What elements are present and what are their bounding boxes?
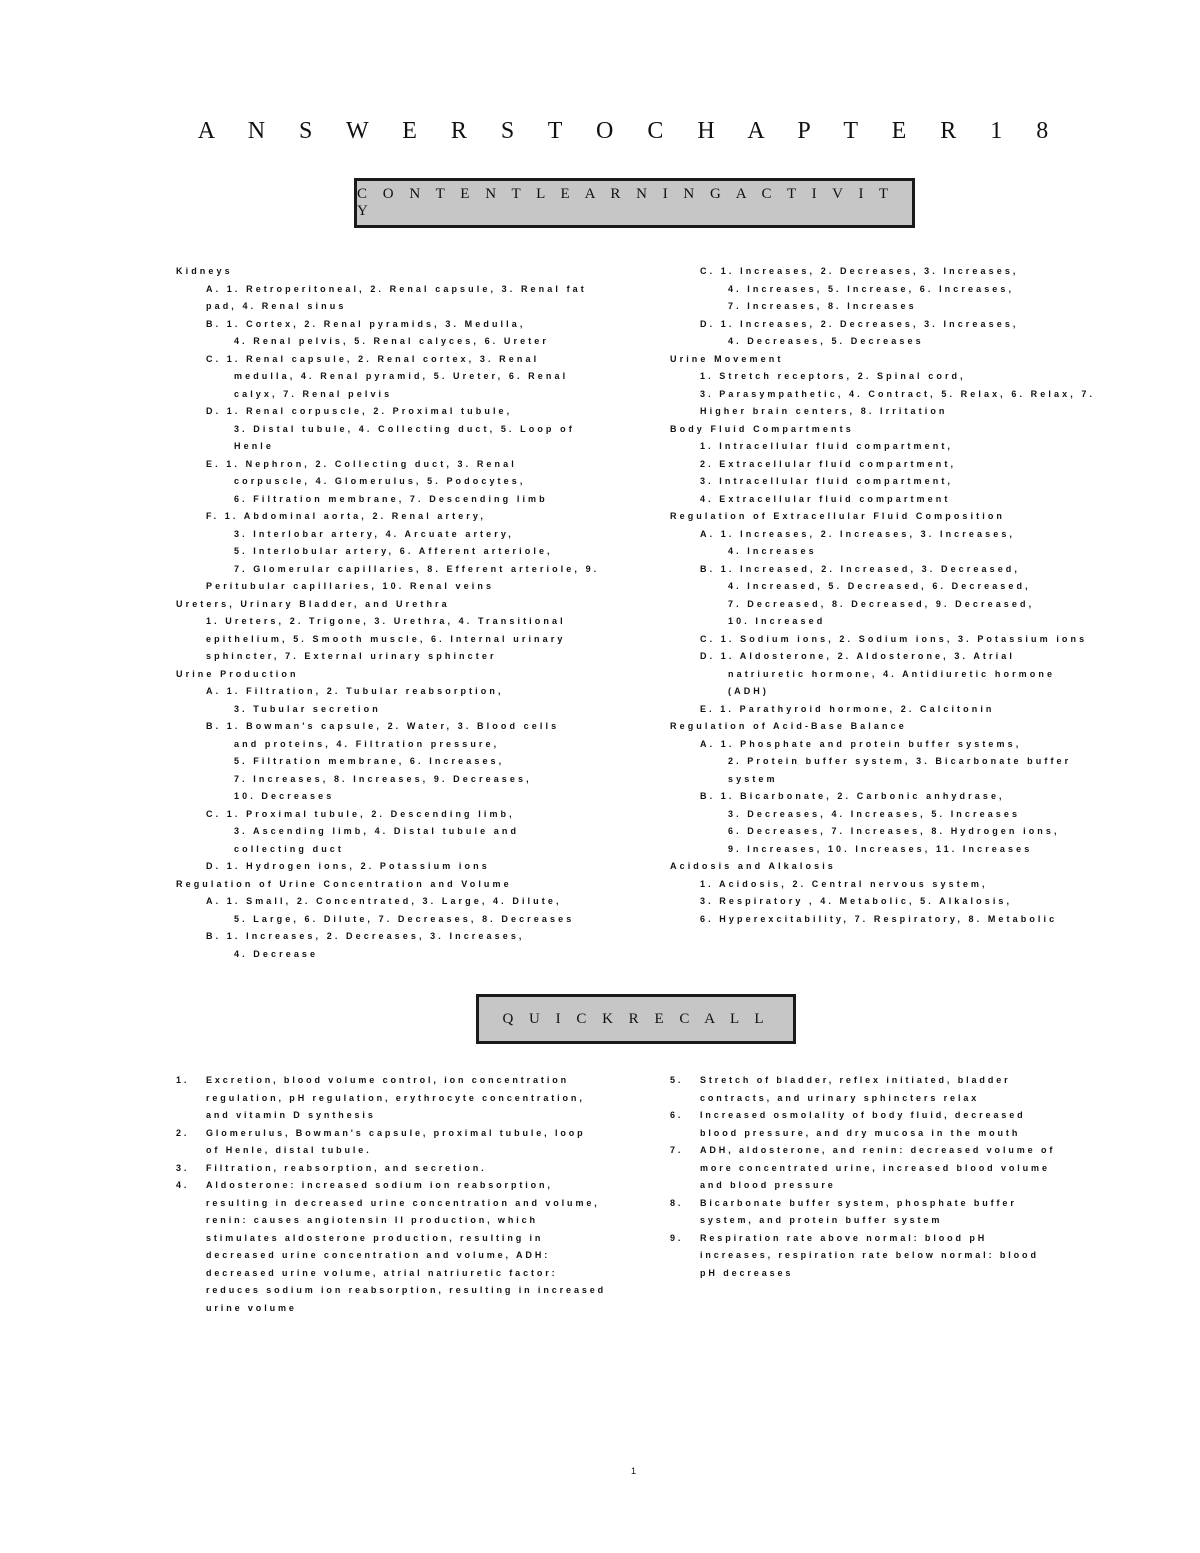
answer-line: pad, 4. Renal sinus <box>206 301 347 311</box>
answer-line: C. 1. Renal capsule, 2. Renal cortex, 3. Renal <box>206 353 540 364</box>
answer-line: A. 1. Filtration, 2. Tubular reabsorption, <box>206 686 504 696</box>
quick-recall-item <box>670 1107 1100 1142</box>
answer-line: 1. Stretch receptors, 2. Spinal cord, <box>700 371 966 381</box>
quick-recall-banner: Q U I C K R E C A L L <box>476 994 796 1044</box>
item-line: and blood pressure <box>700 1180 836 1190</box>
quick-recall-right-column <box>670 1072 1100 1282</box>
answer-line: and proteins, 4. Filtration pressure, <box>234 738 500 749</box>
answer-line: corpuscle, 4. Glomerulus, 5. Podocytes, <box>234 476 526 486</box>
item-line: decreased urine concentration and volume, ADH: <box>206 1250 551 1260</box>
answer-line: collecting duct <box>234 843 345 854</box>
item-number: 1. <box>176 1075 190 1085</box>
item-line: Glomerulus, Bowman's capsule, proximal tubule, loop <box>206 1127 586 1138</box>
item-line: contracts, and urinary sphincters relax <box>700 1092 980 1103</box>
answer-line: 3. Tubular secretion <box>234 703 381 714</box>
quick-recall-item <box>670 1195 1100 1230</box>
answer-line: 4. Decreases, 5. Decreases <box>728 336 924 346</box>
section-heading: Ureters, Urinary Bladder, and Urethra <box>176 598 450 609</box>
answer-line: 10. Decreases <box>234 791 335 801</box>
answer-line: 7. Decreased, 8. Decreased, 9. Decreased, <box>728 598 1035 609</box>
item-number: 7. <box>670 1145 684 1155</box>
quick-recall-item <box>670 1142 1100 1195</box>
content-learning-activity-banner: C O N T E N T L E A R N I N G A C T I V I T Y <box>354 178 915 228</box>
item-line: decreased urine volume, atrial natriuretic factor: <box>206 1267 558 1278</box>
answer-line: 3. Respiratory , 4. Metabolic, 5. Alkalosis, <box>700 896 1013 906</box>
answer-line: 5. Filtration membrane, 6. Increases, <box>234 756 505 766</box>
answer-line: 10. Increased <box>728 616 826 626</box>
answer-line: 3. Intracellular fluid compartment, <box>700 476 954 486</box>
answer-line: E. 1. Nephron, 2. Collecting duct, 3. Renal <box>206 458 517 469</box>
answer-line: 2. Protein buffer system, 3. Bicarbonate buffer <box>728 756 1072 766</box>
answer-line: 7. Increases, 8. Increases, 9. Decreases, <box>234 773 532 784</box>
section-heading: Regulation of Extracellular Fluid Composition <box>670 511 1006 521</box>
item-line: and vitamin D synthesis <box>206 1110 376 1120</box>
answer-line: Peritubular capillaries, 10. Renal veins <box>206 581 495 591</box>
item-line: Bicarbonate buffer system, phosphate buffer <box>700 1197 1017 1208</box>
answer-line: system <box>728 773 778 784</box>
answer-line: 3. Interlobar artery, 4. Arcuate artery, <box>234 528 514 539</box>
answer-line: sphincter, 7. External urinary sphincter <box>206 651 497 661</box>
answer-line: 4. Increases, 5. Increase, 6. Increases, <box>728 283 1015 294</box>
answer-line: 4. Decrease <box>234 948 319 959</box>
answer-line: 6. Hyperexcitability, 7. Respiratory, 8. Metabolic <box>700 913 1058 924</box>
answer-line: epithelium, 5. Smooth muscle, 6. Internal urinary <box>206 633 566 644</box>
item-line: Respiration rate above normal: blood pH <box>700 1232 988 1243</box>
item-number: 4. <box>176 1180 190 1190</box>
quick-recall-item <box>176 1072 646 1125</box>
answer-line: Higher brain centers, 8. Irritation <box>700 406 948 416</box>
answer-line: F. 1. Abdominal aorta, 2. Renal artery, <box>206 511 486 521</box>
answer-line: 2. Extracellular fluid compartment, <box>700 458 957 469</box>
answer-line: Henle <box>234 441 275 451</box>
item-line: urine volume <box>206 1302 297 1313</box>
item-line: resulting in decreased urine concentration and volume, <box>206 1197 600 1208</box>
item-number: 6. <box>670 1110 684 1120</box>
item-line: ADH, aldosterone, and renin: decreased volume of <box>700 1145 1056 1155</box>
answer-line: D. 1. Aldosterone, 2. Aldosterone, 3. Atrial <box>700 651 1015 661</box>
answer-line: B. 1. Bowman's capsule, 2. Water, 3. Blood cells <box>206 721 560 731</box>
answer-line: B. 1. Cortex, 2. Renal pyramids, 3. Medulla, <box>206 318 526 329</box>
item-line: stimulates aldosterone production, resulting in <box>206 1232 544 1243</box>
answer-line: D. 1. Increases, 2. Decreases, 3. Increases, <box>700 318 1019 329</box>
item-number: 2. <box>176 1127 190 1138</box>
quick-recall-item <box>670 1072 1100 1107</box>
answer-line: 3. Parasympathetic, 4. Contract, 5. Relax, 6. Relax, 7. <box>700 388 1096 399</box>
item-line: Increased osmolality of body fluid, decreased <box>700 1110 1026 1120</box>
answer-line: 5. Interlobular artery, 6. Afferent arteriole, <box>234 546 553 556</box>
answer-line: B. 1. Bicarbonate, 2. Carbonic anhydrase, <box>700 791 1005 801</box>
answer-line: 5. Large, 6. Dilute, 7. Decreases, 8. Decreases <box>234 913 575 924</box>
item-line: renin: causes angiotensin II production, which <box>206 1215 538 1225</box>
answer-line: (ADH) <box>728 686 769 696</box>
answer-line: 9. Increases, 10. Increases, 11. Increases <box>728 843 1033 854</box>
section-heading: Body Fluid Compartments <box>670 423 854 434</box>
content-right-column <box>670 263 1140 928</box>
item-line: Aldosterone: increased sodium ion reabsorption, <box>206 1180 553 1190</box>
answer-line: 4. Renal pelvis, 5. Renal calyces, 6. Ureter <box>234 336 549 346</box>
item-line: more concentrated urine, increased blood volume <box>700 1162 1050 1173</box>
answer-line: 4. Increased, 5. Decreased, 6. Decreased, <box>728 581 1031 591</box>
answer-line: 7. Increases, 8. Increases <box>728 301 917 311</box>
page-title: A N S W E R S T O C H A P T E R 1 8 <box>197 118 1063 144</box>
quick-recall-left-column <box>176 1072 646 1317</box>
answer-line: B. 1. Increased, 2. Increased, 3. Decreased, <box>700 563 1021 574</box>
answer-line: 1. Intracellular fluid compartment, <box>700 441 954 451</box>
item-line: regulation, pH regulation, erythrocyte concentration, <box>206 1092 585 1103</box>
answer-line: 3. Distal tubule, 4. Collecting duct, 5. Loop of <box>234 423 575 434</box>
answer-line: 1. Ureters, 2. Trigone, 3. Urethra, 4. Transitional <box>206 616 566 626</box>
answer-line: D. 1. Hydrogen ions, 2. Potassium ions <box>206 861 490 871</box>
item-number: 9. <box>670 1232 684 1243</box>
answer-line: B. 1. Increases, 2. Decreases, 3. Increases, <box>206 931 525 941</box>
answer-line: A. 1. Increases, 2. Increases, 3. Increases, <box>700 528 1016 539</box>
answer-line: natriuretic hormone, 4. Antidiuretic hormone <box>728 668 1056 679</box>
section-heading: Acidosis and Alkalosis <box>670 861 836 871</box>
section-heading: Kidneys <box>176 266 233 276</box>
quick-recall-item <box>176 1160 646 1178</box>
answer-line: 3. Decreases, 4. Increases, 5. Increases <box>728 808 1021 819</box>
item-line: reduces sodium ion reabsorption, resulting in increased <box>206 1285 607 1295</box>
item-line: system, and protein buffer system <box>700 1215 943 1225</box>
answer-line: D. 1. Renal corpuscle, 2. Proximal tubule, <box>206 406 513 416</box>
answer-line: 4. Extracellular fluid compartment <box>700 493 951 504</box>
answer-line: C. 1. Sodium ions, 2. Sodium ions, 3. Potassium ions <box>700 633 1088 644</box>
section-heading: Urine Production <box>176 668 299 679</box>
answer-line: medulla, 4. Renal pyramid, 5. Ureter, 6. Renal <box>234 371 569 381</box>
item-line: Excretion, blood volume control, ion concentration <box>206 1075 570 1085</box>
item-line: of Henle, distal tubule. <box>206 1145 372 1155</box>
content-left-column <box>176 263 646 963</box>
quick-recall-item <box>176 1177 646 1317</box>
answer-line: 7. Glomerular capillaries, 8. Efferent arteriole, 9. <box>234 563 600 574</box>
item-number: 5. <box>670 1075 684 1085</box>
answer-line: A. 1. Retroperitoneal, 2. Renal capsule, 3. Renal fat <box>206 283 587 294</box>
answer-line: E. 1. Parathyroid hormone, 2. Calcitonin <box>700 703 995 714</box>
answer-line: 4. Increases <box>728 546 817 556</box>
quick-recall-item <box>670 1230 1100 1283</box>
answer-line: 1. Acidosis, 2. Central nervous system, <box>700 878 988 889</box>
answer-line: C. 1. Proximal tubule, 2. Descending limb, <box>206 808 515 819</box>
answer-line: 6. Decreases, 7. Increases, 8. Hydrogen ions, <box>728 826 1060 836</box>
item-line: pH decreases <box>700 1267 794 1278</box>
item-number: 8. <box>670 1197 684 1208</box>
page-number: 1 <box>631 1466 637 1476</box>
answer-line: A. 1. Phosphate and protein buffer systems, <box>700 738 1022 749</box>
item-line: Filtration, reabsorption, and secretion. <box>206 1162 487 1173</box>
answer-line: calyx, 7. Renal pelvis <box>234 388 393 399</box>
item-line: Stretch of bladder, reflex initiated, bladder <box>700 1075 1011 1085</box>
quick-recall-item <box>176 1125 646 1160</box>
answer-line: A. 1. Small, 2. Concentrated, 3. Large, 4. Dilute, <box>206 896 562 906</box>
section-heading: Urine Movement <box>670 353 784 364</box>
item-line: increases, respiration rate below normal: blood <box>700 1250 1039 1260</box>
item-line: blood pressure, and dry mucosa in the mouth <box>700 1127 1021 1138</box>
section-heading: Regulation of Urine Concentration and Volume <box>176 878 512 889</box>
answer-line: 6. Filtration membrane, 7. Descending limb <box>234 493 548 504</box>
item-number: 3. <box>176 1162 190 1173</box>
answer-line: 3. Ascending limb, 4. Distal tubule and <box>234 826 520 836</box>
answer-line: C. 1. Increases, 2. Decreases, 3. Increases, <box>700 266 1019 276</box>
section-heading: Regulation of Acid-Base Balance <box>670 721 907 731</box>
